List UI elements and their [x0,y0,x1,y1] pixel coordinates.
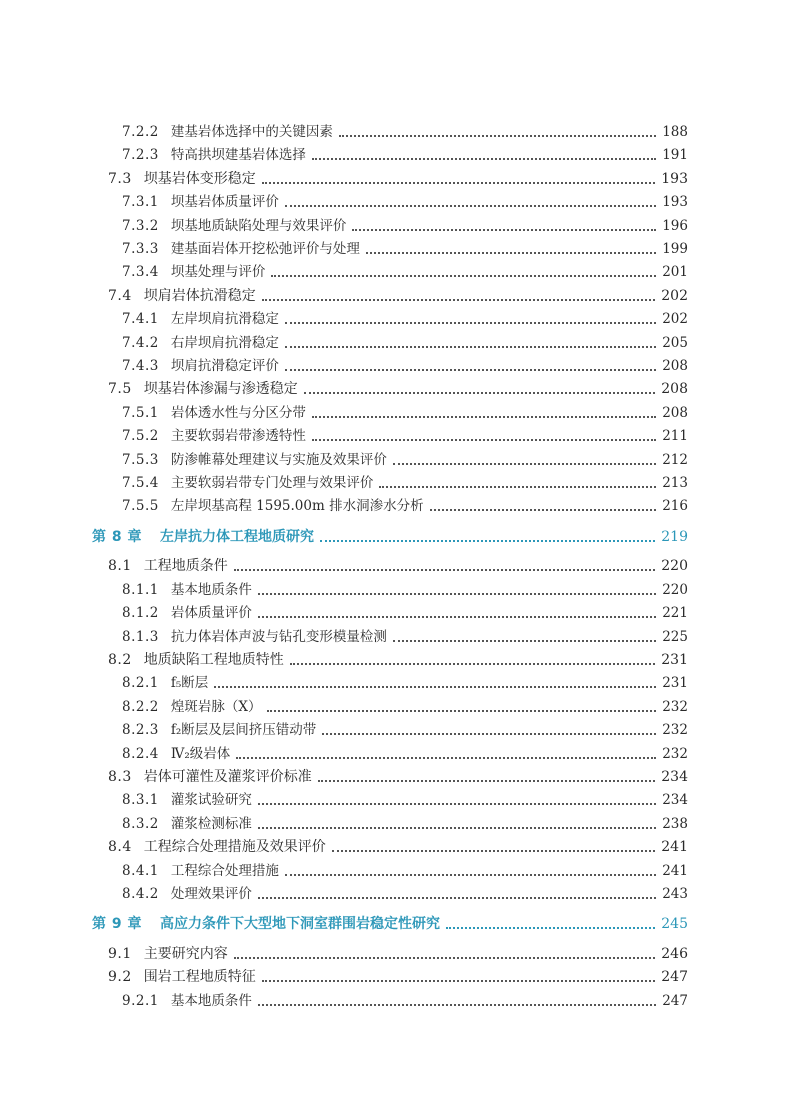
entry-number: 8.4.2 [122,885,159,902]
dot-leader [339,135,656,137]
toc-subsection-entry [122,495,688,517]
entry-title: 主要软弱岩带渗透特性 [170,428,306,445]
entry-number: 7.4.1 [122,311,159,328]
entry-title: 防渗帷幕处理建议与实施及效果评价 [170,451,387,468]
dot-leader [304,392,656,394]
dot-leader [322,733,656,735]
entry-page-number: 247 [662,992,688,1009]
dot-leader [234,957,656,959]
entry-title: 坝基岩体渗漏与渗透稳定 [143,381,298,398]
entry-page-number: 208 [662,358,688,374]
entry-page-number: 234 [661,768,688,785]
entry-number: 8.1.1 [122,581,159,598]
entry-title: 岩体质量评价 [170,605,252,622]
entry-title: 岩体可灌性及灌浆评价标准 [143,768,312,785]
dot-leader [393,640,656,642]
entry-title: 坝基地质缺陷处理与效果评价 [170,217,347,234]
toc-subsection-entry [122,472,688,494]
dot-leader [262,299,656,301]
entry-number: 第 9 章 [92,916,142,933]
entry-title: 基本地质条件 [170,992,252,1009]
entry-title: 建基岩体选择中的关键因素 [170,124,333,140]
entry-page-number: 219 [661,528,688,545]
toc-chapter-entry [92,913,688,935]
dot-leader [214,686,656,688]
entry-title: 特高拱坝建基岩体选择 [170,147,306,164]
toc-subsection-entry [122,626,688,648]
entry-page-number: 232 [662,745,688,762]
dot-leader [393,463,656,465]
entry-page-number: 193 [661,170,688,187]
entry-number: 9.1 [108,945,132,962]
entry-page-number: 247 [661,969,688,986]
entry-title: 抗力体岩体声波与钻孔变形模量检测 [170,628,387,645]
entry-title: 灌浆试验研究 [170,792,252,809]
entry-number: 7.3.4 [122,264,159,281]
entry-page-number: 196 [662,217,688,234]
toc-subsection-entry [122,602,688,624]
toc-section-entry [108,168,688,190]
dot-leader [258,803,656,805]
entry-number: 7.5.1 [122,404,159,421]
entry-number: 8.3 [108,768,132,785]
toc-subsection-entry [122,215,688,237]
entry-page-number: 243 [662,885,688,902]
entry-page-number: 205 [662,334,688,351]
dot-leader [352,229,656,231]
dot-leader [262,980,656,982]
dot-leader [290,663,656,665]
entry-number: 9.2 [108,969,132,986]
toc-subsection-entry [122,191,688,213]
dot-leader [262,182,656,184]
entry-number: 7.5 [108,381,132,398]
entry-number: 8.2.4 [122,745,159,762]
entry-title: f₂断层及层间挤压错动带 [170,722,317,739]
dot-leader [285,346,656,348]
entry-page-number: 220 [662,581,688,598]
entry-page-number: 208 [661,381,688,398]
toc-subsection-entry [122,696,688,718]
entry-title: 地质缺陷工程地质特性 [143,651,284,668]
dot-leader [236,757,656,759]
toc-section-entry [108,943,688,965]
entry-title: 工程地质条件 [143,558,228,575]
toc-subsection-entry [122,449,688,471]
dot-leader [312,416,656,418]
dot-leader [258,593,656,595]
dot-leader [285,874,656,876]
entry-page-number: 246 [661,945,688,962]
entry-number: 7.2.3 [122,147,159,164]
entry-number: 8.4 [108,839,132,856]
entry-page-number: 232 [662,698,688,715]
entry-title: Ⅳ₂级岩体 [170,745,231,762]
toc-chapter-entry [92,526,688,548]
entry-title: 坝基岩体质量评价 [170,194,279,211]
dot-leader [258,827,656,829]
entry-page-number: 193 [662,194,688,211]
entry-number: 8.1.2 [122,605,159,622]
toc-section-entry [108,649,688,671]
dot-leader [258,897,656,899]
entry-number: 7.4.2 [122,334,159,351]
entry-title: 左岸坝基高程 1595.00m 排水洞渗水分析 [170,498,424,515]
entry-number: 7.3.3 [122,241,159,257]
entry-number: 7.5.4 [122,475,159,491]
entry-page-number: 245 [661,916,688,933]
entry-title: 坝基岩体变形稳定 [143,170,256,187]
entry-number: 9.2.1 [122,992,159,1009]
entry-page-number: 211 [662,428,688,445]
toc-subsection-entry [122,121,688,143]
entry-page-number: 231 [661,651,688,668]
entry-page-number: 213 [662,475,688,491]
entry-page-number: 241 [662,862,688,879]
dot-leader [234,569,656,571]
entry-page-number: 225 [662,628,688,645]
dot-leader [285,205,656,207]
entry-page-number: 208 [662,404,688,421]
entry-title: 右岸坝肩抗滑稳定 [170,334,279,351]
entry-page-number: 238 [662,815,688,832]
entry-number: 8.2.3 [122,722,159,739]
dot-leader [285,369,656,371]
entry-title: 基本地质条件 [170,581,252,598]
entry-page-number: 234 [662,792,688,809]
toc-subsection-entry [122,990,688,1012]
entry-number: 7.5.5 [122,498,159,515]
entry-title: 煌斑岩脉（X） [170,698,262,715]
dot-leader [320,540,655,542]
entry-title: 工程综合处理措施及效果评价 [143,839,326,856]
toc-subsection-entry [122,672,688,694]
dot-leader [366,252,656,254]
toc-section-entry [108,555,688,577]
dot-leader [258,1004,656,1006]
dot-leader [430,509,657,511]
entry-number: 8.1 [108,558,132,575]
toc-subsection-entry [122,813,688,835]
entry-page-number: 191 [662,147,688,164]
entry-number: 第 8 章 [92,528,142,545]
entry-number: 7.4 [108,287,132,304]
entry-number: 8.2 [108,651,132,668]
entry-number: 8.3.2 [122,815,159,832]
dot-leader [258,616,656,618]
toc-subsection-entry [122,238,688,260]
dot-leader [332,850,656,852]
entry-title: 高应力条件下大型地下洞室群围岩稳定性研究 [160,916,440,933]
toc-subsection-entry [122,332,688,354]
entry-number: 8.1.3 [122,628,159,645]
entry-page-number: 241 [661,839,688,856]
entry-page-number: 232 [662,722,688,739]
toc-subsection-entry [122,789,688,811]
entry-page-number: 202 [661,287,688,304]
entry-number: 7.3.1 [122,194,159,211]
entry-page-number: 220 [661,558,688,575]
dot-leader [446,927,655,929]
entry-page-number: 188 [662,124,688,140]
entry-title: f₅断层 [170,675,209,692]
entry-number: 7.5.3 [122,451,159,468]
toc-subsection-entry [122,355,688,377]
dot-leader [318,780,656,782]
toc-section-entry [108,966,688,988]
toc-subsection-entry [122,579,688,601]
toc-section-entry [108,285,688,307]
toc-subsection-entry [122,883,688,905]
entry-number: 7.5.2 [122,428,159,445]
dot-leader [271,275,656,277]
entry-number: 8.2.1 [122,675,159,692]
toc-subsection-entry [122,860,688,882]
entry-number: 8.3.1 [122,792,159,809]
toc-subsection-entry [122,402,688,424]
toc-section-entry [108,766,688,788]
entry-number: 7.3.2 [122,217,159,234]
toc-section-entry [108,836,688,858]
toc-subsection-entry [122,425,688,447]
toc-subsection-entry [122,144,688,166]
toc-subsection-entry [122,719,688,741]
entry-title: 灌浆检测标准 [170,815,252,832]
entry-title: 主要研究内容 [143,945,228,962]
dot-leader [285,322,656,324]
entry-page-number: 231 [662,675,688,692]
toc-subsection-entry [122,308,688,330]
entry-title: 处理效果评价 [170,885,252,902]
toc-subsection-entry [122,261,688,283]
dot-leader [379,486,656,488]
entry-title: 主要软弱岩带专门处理与效果评价 [170,475,374,491]
dot-leader [312,158,656,160]
entry-title: 左岸坝肩抗滑稳定 [170,311,279,328]
entry-title: 左岸抗力体工程地质研究 [160,528,314,545]
entry-page-number: 199 [662,241,688,257]
entry-page-number: 202 [662,311,688,328]
entry-page-number: 201 [662,264,688,281]
entry-title: 坝基处理与评价 [170,264,266,281]
entry-number: 7.4.3 [122,358,159,374]
entry-page-number: 212 [662,451,688,468]
entry-title: 工程综合处理措施 [170,862,279,879]
entry-title: 坝肩抗滑稳定评价 [170,358,279,374]
entry-number: 7.2.2 [122,124,159,140]
entry-title: 岩体透水性与分区分带 [170,404,306,421]
dot-leader [267,710,656,712]
entry-page-number: 216 [662,498,688,515]
entry-page-number: 221 [662,605,688,622]
dot-leader [312,439,656,441]
toc-subsection-entry [122,743,688,765]
entry-title: 建基面岩体开挖松弛评价与处理 [170,241,360,257]
entry-number: 8.2.2 [122,698,159,715]
toc-section-entry [108,378,688,400]
entry-number: 8.4.1 [122,862,159,879]
entry-title: 坝肩岩体抗滑稳定 [143,287,256,304]
entry-title: 围岩工程地质特征 [143,969,256,986]
entry-number: 7.3 [108,170,132,187]
